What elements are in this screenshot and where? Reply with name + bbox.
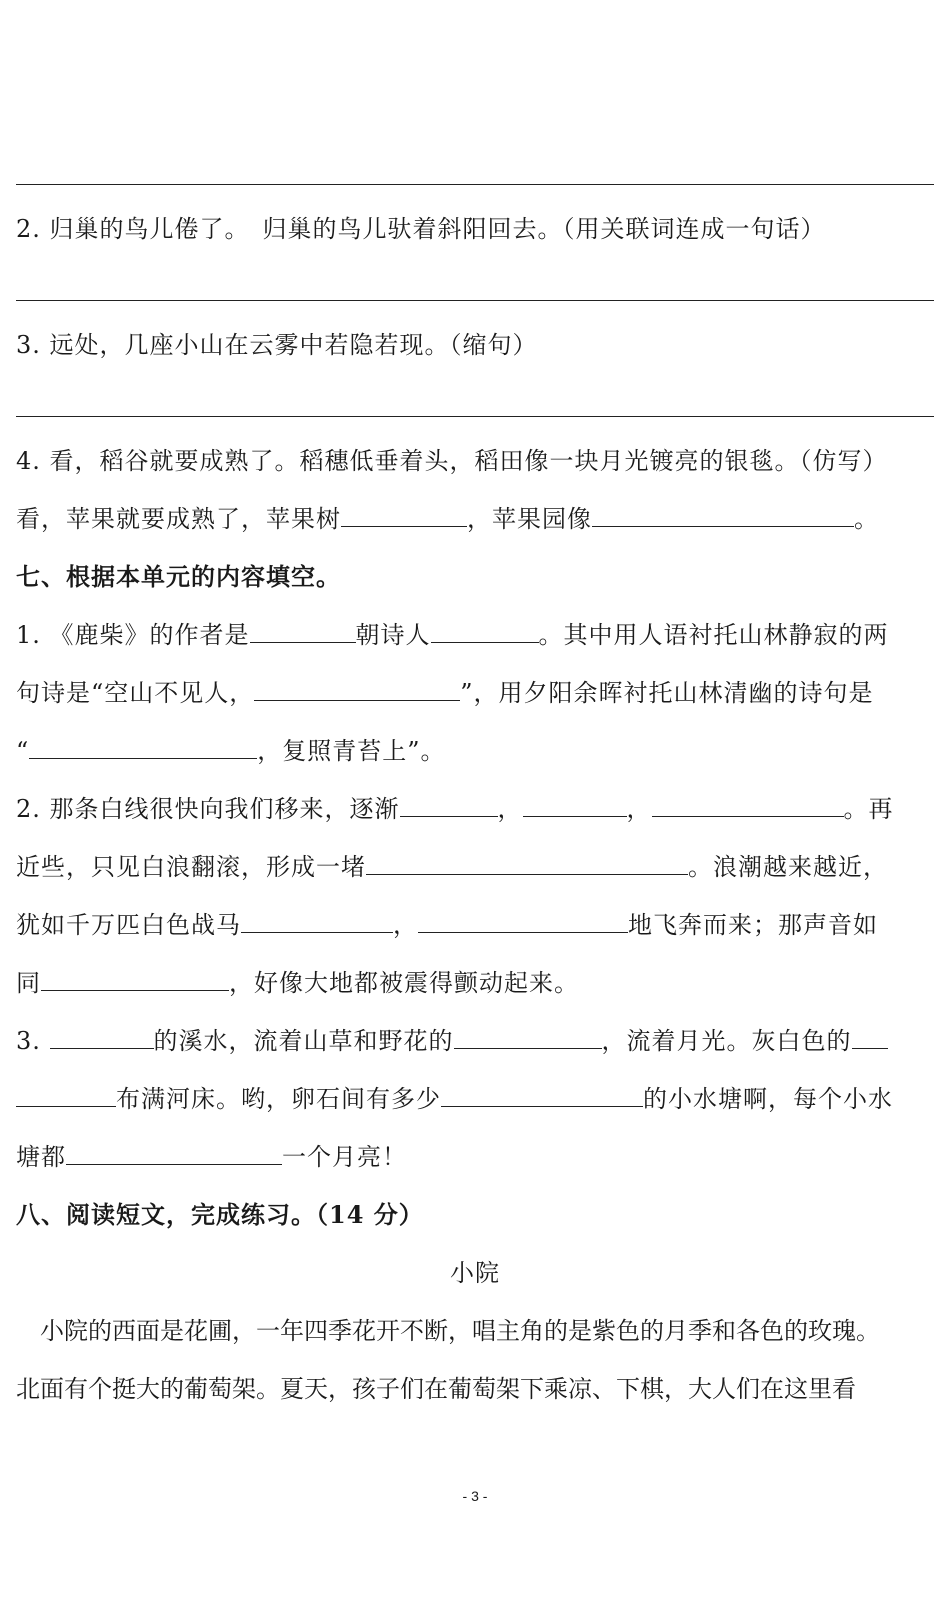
fill-blank[interactable] [16,1084,116,1107]
fill-blank[interactable] [418,910,628,933]
answer-line [16,416,934,417]
fill-blank[interactable] [592,504,854,527]
question-7-2-line-4: 同 ，好像大地都被震得颤动起来。 [16,969,579,997]
fill-blank[interactable] [441,1084,643,1107]
fill-blank[interactable] [431,620,539,643]
question-7-1-line-2: 句诗是“空山不见人， ”，用夕阳余晖衬托山林清幽的诗句是 [16,679,874,707]
fill-blank[interactable] [366,852,688,875]
question-6-4: 4. 看，稻谷就要成熟了。稻穗低垂着头，稻田像一块月光镀亮的银毯。（仿写） [16,447,888,475]
question-7-2-line-2: 近些，只见白浪翻滚，形成一堵 。浪潮越来越近， [16,853,888,881]
fill-blank[interactable] [341,504,467,527]
fill-blank[interactable] [29,736,257,759]
question-7-2-line-1: 2. 那条白线很快向我们移来，逐渐 ， ， 。再 [16,795,894,823]
fill-blank[interactable] [454,1026,602,1049]
question-7-1-line-3: “ ，复照青苔上”。 [16,737,446,765]
question-6-4-fill: 看，苹果就要成熟了，苹果树 ，苹果园像 。 [16,505,879,533]
fill-blank[interactable] [254,678,460,701]
answer-line [16,300,934,301]
question-7-3-line-3: 塘都 一个月亮！ [16,1143,407,1171]
question-7-3-line-1: 3. 的溪水，流着山草和野花的 ，流着月光。灰白色的 [16,1024,888,1058]
question-6-2: 2. 归巢的鸟儿倦了。 归巢的鸟儿驮着斜阳回去。（用关联词连成一句话） [16,215,826,243]
passage-paragraph-2: 北面有个挺大的葡萄架。夏天，孩子们在葡萄架下乘凉、下棋，大人们在这里看 [16,1375,856,1403]
fill-blank[interactable] [652,794,844,817]
question-7-2-line-3: 犹如千万匹白色战马 ， 地飞奔而来；那声音如 [16,911,878,939]
passage-title: 小院 [450,1259,500,1287]
section-8-heading: 八、阅读短文，完成练习。（14 分） [16,1200,424,1229]
page-number: - 3 - [462,1488,488,1504]
question-7-1-line-1: 1. 《鹿柴》的作者是 朝诗人 。其中用人语衬托山林静寂的两 [16,621,889,649]
answer-line [16,184,934,185]
section-7-heading: 七、根据本单元的内容填空。 [16,562,341,591]
passage-paragraph-1: 小院的西面是花圃，一年四季花开不断，唱主角的是紫色的月季和各色的玫瑰。 [16,1317,880,1345]
question-7-3-line-2: 布满河床。哟，卵石间有多少 的小水塘啊，每个小水 [16,1082,893,1116]
fill-blank[interactable] [41,968,229,991]
fill-blank[interactable] [66,1142,282,1165]
fill-blank[interactable] [852,1026,888,1049]
question-6-3: 3. 远处，几座小山在云雾中若隐若现。（缩句） [16,331,538,359]
fill-blank[interactable] [50,1026,154,1049]
fill-blank[interactable] [250,620,356,643]
fill-blank[interactable] [400,794,498,817]
fill-blank[interactable] [241,910,393,933]
fill-blank[interactable] [523,794,627,817]
